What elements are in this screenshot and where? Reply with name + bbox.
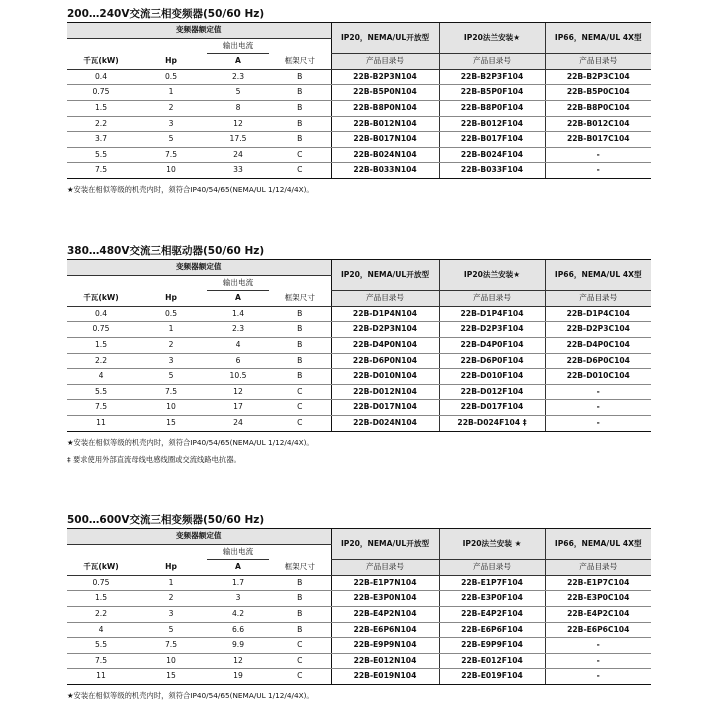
catalog-cell: 22B-E6P6N104	[331, 622, 439, 638]
catalog-cell: 22B-D4P0C104	[545, 337, 651, 353]
frame-cell: C	[269, 400, 331, 416]
hp-cell: 3	[135, 353, 207, 369]
output-current-header: 输出电流	[207, 544, 269, 560]
amp-cell: 3	[207, 591, 269, 607]
amp-header: A	[207, 291, 269, 307]
kw-cell: 4	[67, 369, 135, 385]
catalog-cell: 22B-B024N104	[331, 147, 439, 163]
ip20-flange-header: IP20法兰安装 ★	[439, 529, 545, 560]
catalog-cell: 22B-B033N104	[331, 163, 439, 179]
rated-header: 变频器额定值	[67, 23, 331, 39]
catalog-cell: 22B-E019F104	[439, 669, 545, 685]
amp-cell: 12	[207, 384, 269, 400]
catalog-cell: 22B-B024F104	[439, 147, 545, 163]
catalog-cell: 22B-B012F104	[439, 116, 545, 132]
hp-header: Hp	[135, 291, 207, 307]
hp-cell: 15	[135, 669, 207, 685]
frame-cell: B	[269, 369, 331, 385]
catalog-header: 产品目录号	[545, 291, 651, 307]
kw-cell: 0.75	[67, 575, 135, 591]
footnote: ‡ 要求使用外部直流母线电感线圈或交流线路电抗器。	[67, 454, 241, 464]
hp-cell: 2	[135, 591, 207, 607]
ip20-open-header: IP20，NEMA/UL开放型	[331, 260, 439, 291]
table-body	[67, 306, 651, 431]
amp-cell: 10.5	[207, 369, 269, 385]
kw-cell: 5.5	[67, 384, 135, 400]
frame-cell: C	[269, 384, 331, 400]
hp-cell: 3	[135, 116, 207, 132]
table-row	[67, 400, 651, 416]
amp-cell: 24	[207, 147, 269, 163]
catalog-cell: 22B-E3P0C104	[545, 591, 651, 607]
hp-cell: 7.5	[135, 147, 207, 163]
kw-cell: 7.5	[67, 653, 135, 669]
amp-cell: 17	[207, 400, 269, 416]
amp-cell: 6	[207, 353, 269, 369]
catalog-header: 产品目录号	[439, 291, 545, 307]
catalog-cell: 22B-D6P0N104	[331, 353, 439, 369]
catalog-cell: 22B-E9P9F104	[439, 638, 545, 654]
kw-cell: 0.75	[67, 85, 135, 101]
kw-cell: 2.2	[67, 116, 135, 132]
catalog-cell: 22B-E012F104	[439, 653, 545, 669]
hp-cell: 10	[135, 163, 207, 179]
catalog-header: 产品目录号	[439, 54, 545, 70]
kw-cell: 7.5	[67, 163, 135, 179]
catalog-cell: 22B-E1P7F104	[439, 575, 545, 591]
table-row	[67, 353, 651, 369]
table-header	[67, 529, 651, 576]
rated-header: 变频器额定值	[67, 529, 331, 545]
kw-cell: 5.5	[67, 638, 135, 654]
table-row	[67, 415, 651, 431]
amp-cell: 5	[207, 85, 269, 101]
hp-cell: 15	[135, 415, 207, 431]
amp-cell: 4	[207, 337, 269, 353]
hp-cell: 5	[135, 132, 207, 148]
footnote: ★安装在相似等级的机壳内时，须符合IP40/54/65(NEMA/UL 1/12/4/4X)。	[67, 184, 314, 194]
catalog-cell: 22B-E4P2F104	[439, 606, 545, 622]
amp-cell: 33	[207, 163, 269, 179]
ip66-header: IP66，NEMA/UL 4X型	[545, 23, 651, 54]
catalog-cell: 22B-E9P9N104	[331, 638, 439, 654]
hp-cell: 10	[135, 653, 207, 669]
catalog-cell: 22B-B5P0N104	[331, 85, 439, 101]
frame-cell: C	[269, 653, 331, 669]
catalog-cell: 22B-D010N104	[331, 369, 439, 385]
kw-cell: 7.5	[67, 400, 135, 416]
catalog-cell: 22B-B8P0F104	[439, 100, 545, 116]
catalog-cell: 22B-B017C104	[545, 132, 651, 148]
hp-cell: 5	[135, 369, 207, 385]
table-row	[67, 337, 651, 353]
catalog-cell: -	[545, 653, 651, 669]
catalog-cell: -	[545, 163, 651, 179]
kw-cell: 3.7	[67, 132, 135, 148]
frame-cell: C	[269, 669, 331, 685]
catalog-cell: 22B-D6P0F104	[439, 353, 545, 369]
frame-cell: B	[269, 100, 331, 116]
catalog-cell: 22B-E1P7N104	[331, 575, 439, 591]
hp-cell: 0.5	[135, 306, 207, 322]
kw-header: 千瓦(kW)	[67, 291, 135, 307]
frame-cell: B	[269, 606, 331, 622]
catalog-cell: 22B-B2P3N104	[331, 69, 439, 85]
hp-cell: 2	[135, 337, 207, 353]
table-body	[67, 575, 651, 684]
catalog-header: 产品目录号	[545, 560, 651, 576]
kw-header: 千瓦(kW)	[67, 560, 135, 576]
hp-cell: 1	[135, 85, 207, 101]
catalog-cell: 22B-E6P6F104	[439, 622, 545, 638]
catalog-cell: 22B-D2P3N104	[331, 322, 439, 338]
catalog-cell: 22B-E4P2N104	[331, 606, 439, 622]
kw-cell: 0.4	[67, 306, 135, 322]
frame-cell: B	[269, 322, 331, 338]
output-current-header: 输出电流	[207, 275, 269, 291]
catalog-cell: 22B-D1P4C104	[545, 306, 651, 322]
amp-header: A	[207, 560, 269, 576]
table-row	[67, 591, 651, 607]
catalog-cell: 22B-D1P4F104	[439, 306, 545, 322]
catalog-cell: 22B-E4P2C104	[545, 606, 651, 622]
hp-cell: 2	[135, 100, 207, 116]
amp-cell: 17.5	[207, 132, 269, 148]
output-current-header: 输出电流	[207, 38, 269, 54]
ip66-header: IP66，NEMA/UL 4X型	[545, 260, 651, 291]
catalog-cell: 22B-B8P0N104	[331, 100, 439, 116]
catalog-cell: 22B-B2P3C104	[545, 69, 651, 85]
table-row	[67, 606, 651, 622]
catalog-cell: 22B-D024N104	[331, 415, 439, 431]
catalog-cell: 22B-B5P0C104	[545, 85, 651, 101]
frame-header: 框架尺寸	[269, 54, 331, 70]
table-header	[67, 260, 651, 307]
kw-cell: 2.2	[67, 353, 135, 369]
table-row	[67, 306, 651, 322]
amp-cell: 2.3	[207, 69, 269, 85]
amp-cell: 6.6	[207, 622, 269, 638]
frame-header: 框架尺寸	[269, 291, 331, 307]
kw-cell: 2.2	[67, 606, 135, 622]
catalog-cell: 22B-D017F104	[439, 400, 545, 416]
section-title: 200…240V交流三相变频器(50/60 Hz)	[67, 8, 265, 20]
catalog-header: 产品目录号	[331, 291, 439, 307]
catalog-cell: 22B-D017N104	[331, 400, 439, 416]
catalog-table	[67, 259, 651, 432]
catalog-cell: 22B-D024F104 ‡	[439, 415, 545, 431]
section-title: 500…600V交流三相变频器(50/60 Hz)	[67, 514, 265, 526]
hp-cell: 10	[135, 400, 207, 416]
section-title: 380…480V交流三相驱动器(50/60 Hz)	[67, 245, 265, 257]
table-row	[67, 369, 651, 385]
catalog-cell: -	[545, 384, 651, 400]
catalog-table	[67, 528, 651, 685]
catalog-cell: 22B-B017N104	[331, 132, 439, 148]
table-body	[67, 69, 651, 178]
catalog-cell: 22B-D1P4N104	[331, 306, 439, 322]
amp-cell: 2.3	[207, 322, 269, 338]
catalog-cell: 22B-D4P0N104	[331, 337, 439, 353]
kw-cell: 4	[67, 622, 135, 638]
catalog-header: 产品目录号	[439, 560, 545, 576]
frame-cell: C	[269, 147, 331, 163]
amp-cell: 12	[207, 116, 269, 132]
amp-cell: 4.2	[207, 606, 269, 622]
table-row	[67, 653, 651, 669]
frame-cell: B	[269, 353, 331, 369]
catalog-table	[67, 22, 651, 179]
kw-cell: 11	[67, 669, 135, 685]
ip20-flange-header: IP20法兰安装★	[439, 23, 545, 54]
ip20-open-header: IP20，NEMA/UL开放型	[331, 23, 439, 54]
catalog-cell: -	[545, 638, 651, 654]
amp-cell: 1.4	[207, 306, 269, 322]
catalog-cell: 22B-D010C104	[545, 369, 651, 385]
table-row	[67, 69, 651, 85]
frame-cell: B	[269, 575, 331, 591]
catalog-header: 产品目录号	[545, 54, 651, 70]
catalog-cell: 22B-D6P0C104	[545, 353, 651, 369]
kw-cell: 11	[67, 415, 135, 431]
table-row	[67, 384, 651, 400]
catalog-cell: 22B-D2P3C104	[545, 322, 651, 338]
catalog-cell: 22B-E6P6C104	[545, 622, 651, 638]
catalog-cell: 22B-E012N104	[331, 653, 439, 669]
catalog-cell: 22B-B2P3F104	[439, 69, 545, 85]
table-row	[67, 575, 651, 591]
catalog-cell: 22B-E1P7C104	[545, 575, 651, 591]
hp-cell: 0.5	[135, 69, 207, 85]
ip66-header: IP66，NEMA/UL 4X型	[545, 529, 651, 560]
table-row	[67, 322, 651, 338]
catalog-cell: 22B-E019N104	[331, 669, 439, 685]
frame-cell: C	[269, 638, 331, 654]
section-500-600v	[67, 512, 651, 703]
frame-cell: C	[269, 415, 331, 431]
kw-cell: 0.4	[67, 69, 135, 85]
rated-header: 变频器额定值	[67, 260, 331, 276]
catalog-header: 产品目录号	[331, 560, 439, 576]
kw-header: 千瓦(kW)	[67, 54, 135, 70]
frame-cell: B	[269, 116, 331, 132]
kw-cell: 1.5	[67, 100, 135, 116]
catalog-cell: 22B-D2P3F104	[439, 322, 545, 338]
catalog-cell: 22B-B033F104	[439, 163, 545, 179]
ip20-flange-header: IP20法兰安装★	[439, 260, 545, 291]
hp-cell: 1	[135, 575, 207, 591]
frame-cell: C	[269, 163, 331, 179]
table-row	[67, 116, 651, 132]
table-row	[67, 100, 651, 116]
kw-cell: 1.5	[67, 591, 135, 607]
catalog-cell: -	[545, 669, 651, 685]
frame-cell: B	[269, 85, 331, 101]
catalog-cell: 22B-B8P0C104	[545, 100, 651, 116]
footnote: ★安装在相似等级的机壳内时，须符合IP40/54/65(NEMA/UL 1/12/4/4X)。	[67, 690, 314, 700]
kw-cell: 1.5	[67, 337, 135, 353]
table-header	[67, 23, 651, 70]
frame-cell: B	[269, 306, 331, 322]
table-row	[67, 147, 651, 163]
catalog-cell: -	[545, 400, 651, 416]
catalog-cell: -	[545, 147, 651, 163]
table-row	[67, 638, 651, 654]
hp-header: Hp	[135, 54, 207, 70]
amp-header: A	[207, 54, 269, 70]
frame-cell: B	[269, 337, 331, 353]
amp-cell: 12	[207, 653, 269, 669]
section-380-480v	[67, 243, 651, 467]
frame-cell: B	[269, 622, 331, 638]
hp-cell: 7.5	[135, 384, 207, 400]
catalog-cell: 22B-B017F104	[439, 132, 545, 148]
catalog-cell: 22B-E3P0N104	[331, 591, 439, 607]
catalog-header: 产品目录号	[331, 54, 439, 70]
hp-cell: 3	[135, 606, 207, 622]
ip20-open-header: IP20，NEMA/UL开放型	[331, 529, 439, 560]
catalog-cell: 22B-B012C104	[545, 116, 651, 132]
catalog-cell: 22B-D012F104	[439, 384, 545, 400]
table-row	[67, 85, 651, 101]
catalog-cell: 22B-B5P0F104	[439, 85, 545, 101]
catalog-cell: 22B-E3P0F104	[439, 591, 545, 607]
table-row	[67, 163, 651, 179]
hp-header: Hp	[135, 560, 207, 576]
catalog-cell: 22B-D4P0F104	[439, 337, 545, 353]
catalog-cell: 22B-D010F104	[439, 369, 545, 385]
amp-cell: 19	[207, 669, 269, 685]
catalog-cell: 22B-D012N104	[331, 384, 439, 400]
table-row	[67, 132, 651, 148]
amp-cell: 9.9	[207, 638, 269, 654]
frame-cell: B	[269, 591, 331, 607]
amp-cell: 8	[207, 100, 269, 116]
table-row	[67, 622, 651, 638]
amp-cell: 24	[207, 415, 269, 431]
kw-cell: 5.5	[67, 147, 135, 163]
catalog-cell: 22B-B012N104	[331, 116, 439, 132]
table-row	[67, 669, 651, 685]
section-200-240v	[67, 6, 651, 197]
frame-cell: B	[269, 132, 331, 148]
hp-cell: 7.5	[135, 638, 207, 654]
frame-cell: B	[269, 69, 331, 85]
footnote: ★安装在相似等级的机壳内时，须符合IP40/54/65(NEMA/UL 1/12/4/4X)。	[67, 437, 314, 447]
kw-cell: 0.75	[67, 322, 135, 338]
frame-header: 框架尺寸	[269, 560, 331, 576]
hp-cell: 5	[135, 622, 207, 638]
amp-cell: 1.7	[207, 575, 269, 591]
catalog-cell: -	[545, 415, 651, 431]
hp-cell: 1	[135, 322, 207, 338]
